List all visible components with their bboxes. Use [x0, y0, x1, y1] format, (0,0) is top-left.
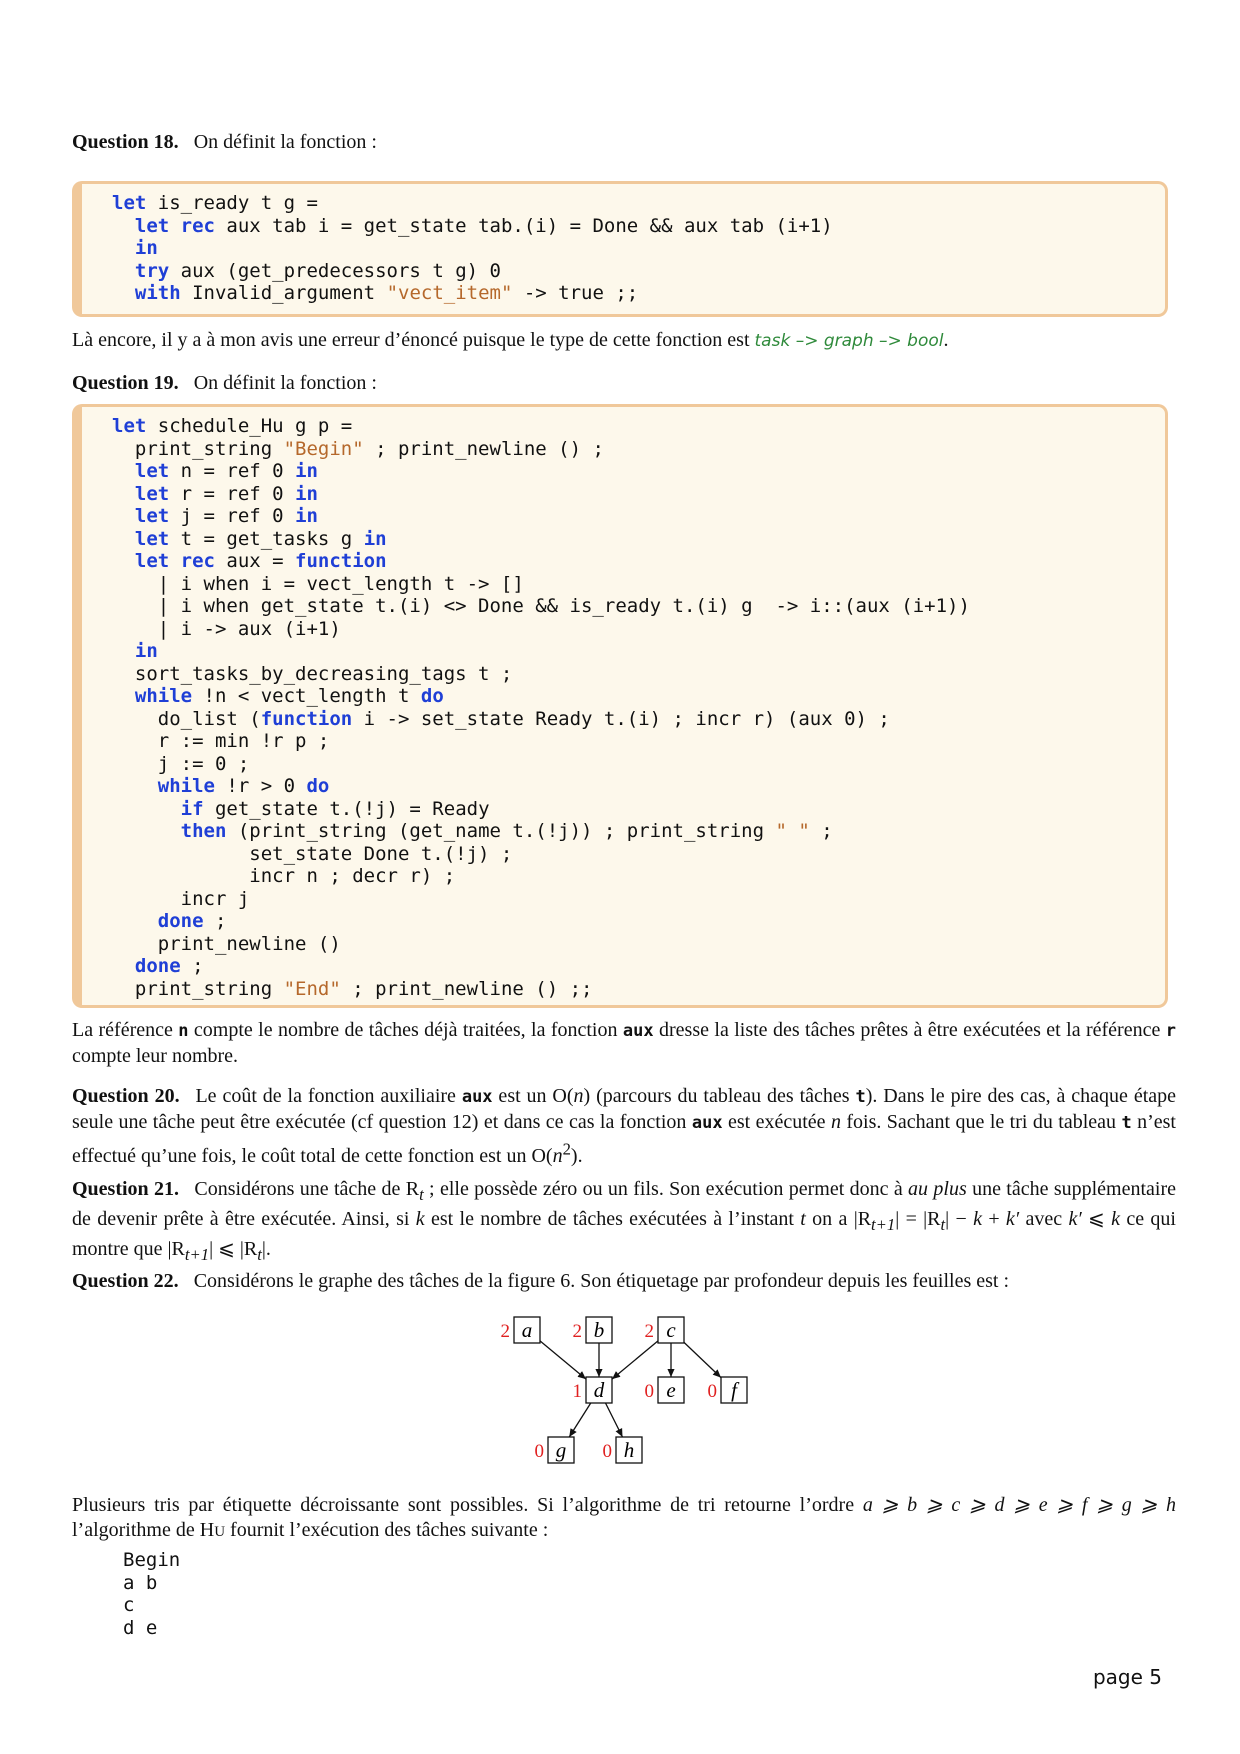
question-19-intro: [72, 371, 1176, 396]
question-20-body: Le coût de la fonction auxiliaire aux est un O(n) (parcours du tableau des tâches t). Dans le pire des cas, à chaque étape seule une tâche peut être exécutée (cf question 12) et dans ce cas la fonction aux est exécutée n fois. Sachant que le tri du tableau t n’est effectué qu’une fois, le coût total de cette fonction est un $O(n^2)$.: [72, 1085, 1177, 1167]
question-18-intro: [72, 130, 1176, 155]
graph-node-tag-h: 0: [602, 1441, 612, 1462]
graph-node-label-a: a: [521, 1318, 533, 1342]
graph-node-tag-d: 1: [572, 1381, 582, 1402]
function-type: task –> graph –> bool: [754, 331, 944, 351]
question-21-body: Considérons une tâche de $R_t$ ; elle possède zéro ou un fils. Son exécution permet donc à au plus une tâche supplémentaire de devenir prête à être exécutée. Ainsi, si k est le nombre de tâches exécutées à l’instant t on a $|R_{t+1}| = |R_t| - k + k'$ avec k′ ⩽ k ce qui montre que $|R_{t+1}|$ ⩽ $|R_t|$.: [72, 1178, 1177, 1264]
question-19-explanation: La référence n compte le nombre de tâches déjà traitées, la fonction aux dresse la liste des tâches prêtes à être exécutées et la référence r compte leur nombre.: [72, 1019, 1176, 1067]
task-graph-figure: [480, 1305, 780, 1465]
question-19-label: Question 19.: [72, 372, 179, 394]
graph-edge-d-g: [569, 1403, 591, 1437]
graph-node-label-e: e: [666, 1378, 676, 1402]
question-22-label: Question 22.: [72, 1270, 179, 1292]
graph-node-label-b: b: [593, 1318, 605, 1342]
graph-node-label-c: c: [666, 1318, 676, 1342]
graph-node-tag-a: 2: [500, 1321, 510, 1342]
graph-node-label-g: g: [555, 1438, 567, 1462]
graph-edge-c-f: [684, 1342, 721, 1377]
graph-edge-d-h: [606, 1403, 623, 1437]
graph-node-tag-c: 2: [644, 1321, 654, 1342]
question-22-intro-text: Considérons le graphe des tâches de la figure 6. Son étiquetage par profondeur depuis les feuilles est :: [193, 1270, 1009, 1292]
output-line: a b: [123, 1571, 158, 1594]
code-block-is-ready: [72, 181, 1168, 317]
question-18-remark: Là encore, il y a à mon avis une erreur d’énoncé puisque le type de cette fonction est task –> graph –> bool.: [72, 329, 949, 351]
question-22-conclusion: Plusieurs tris par étiquette décroissante sont possibles. Si l’algorithme de tri retourne l’ordre a ⩾ b ⩾ c ⩾ d ⩾ e ⩾ f ⩾ g ⩾ h l’algorithme de HU fournit l’exécution des tâches suivante :: [72, 1494, 1176, 1541]
code-is-ready: let is_ready t g = let rec aux tab i = get_state tab.(i) = Done && aux tab (i+1) in try aux (get_predecessors t g) 0 with Invalid_argument "vect_item" -> true ;;: [112, 192, 833, 304]
graph-node-label-h: h: [623, 1438, 635, 1462]
graph-node-label-d: d: [593, 1378, 605, 1402]
graph-node-tag-e: 0: [644, 1381, 654, 1402]
question-21-label: Question 21.: [72, 1178, 180, 1200]
output-line: d e: [123, 1616, 158, 1639]
graph-edge-c-d: [612, 1341, 658, 1379]
output-line: Begin: [123, 1549, 181, 1571]
question-21: [72, 1177, 1176, 1267]
question-18-intro-text: On définit la fonction :: [193, 131, 377, 153]
graph-node-label-f: f: [731, 1378, 737, 1402]
execution-output: [123, 1549, 180, 1639]
code-block-schedule-hu: [72, 404, 1168, 1008]
question-20-label: Question 20.: [72, 1085, 180, 1107]
code-schedule-hu: let schedule_Hu g p = print_string "Begin" ; print_newline () ; let n = ref 0 in let r = ref 0 in let j = ref 0 in let t = get_tasks g in let rec aux = function | i when i = vect_length t -> [] | i when get_state t.(i) <> Done && is_ready t.(i) g -> i::(aux (i+1)) | i -> aux (i+1) in sort_tasks_by_decreasing_tags t ; while !n < vect_length t do do_list (function i -> set_state Ready t.(i) ; incr r) (aux 0) ; r := min !r p ; j := 0 ; while !r > 0 do if get_state t.(!j) = Ready then (print_string (get_name t.(!j)) ; print_string " " ; set_state Done t.(!j) ; incr n ; decr r) ; incr j done ; print_newline () done ; print_string "End" ; print_newline () ;;: [112, 415, 970, 1000]
question-18-label: Question 18.: [72, 131, 179, 153]
question-22-intro: [72, 1269, 1176, 1294]
question-19-intro-text: On définit la fonction :: [193, 372, 377, 394]
page-number: page 5: [1092, 1665, 1162, 1689]
remark-text: Là encore, il y a à mon avis une erreur d’énoncé puisque le type de cette fonction est: [72, 329, 750, 351]
output-line: c: [123, 1594, 135, 1616]
graph-node-tag-f: 0: [707, 1381, 717, 1402]
graph-node-tag-b: 2: [572, 1321, 582, 1342]
graph-node-tag-g: 0: [534, 1441, 544, 1462]
question-20: [72, 1084, 1176, 1169]
graph-edge-a-d: [540, 1341, 586, 1379]
